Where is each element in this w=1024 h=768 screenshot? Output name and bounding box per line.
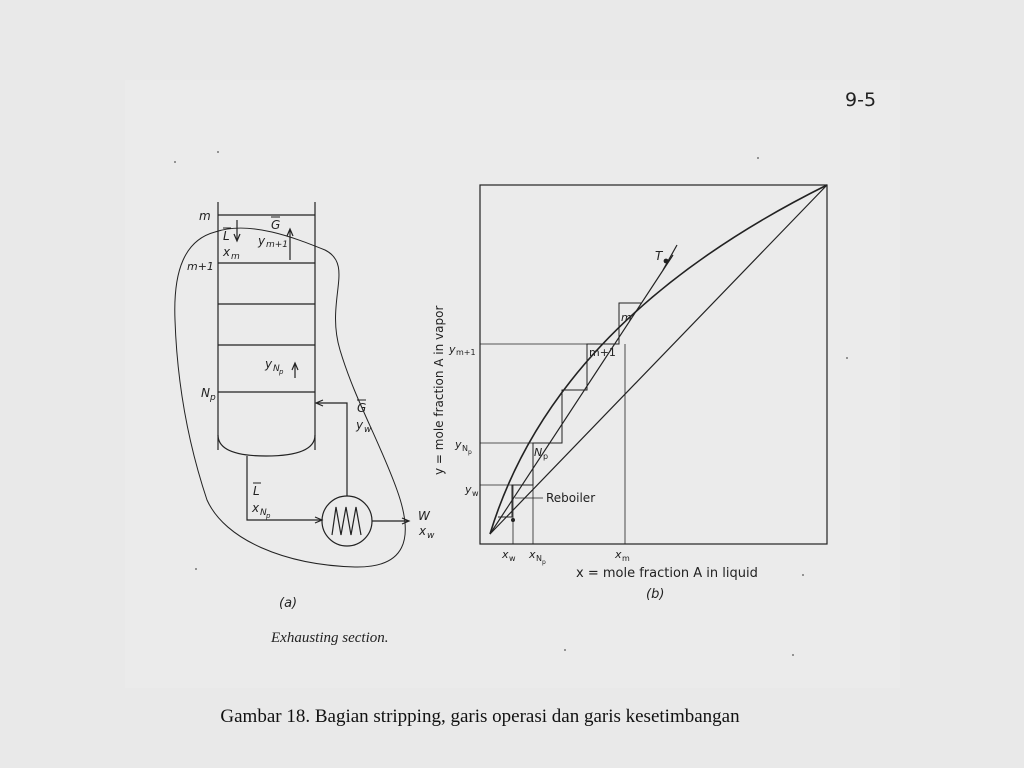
point-T [664, 259, 669, 264]
axis-x-Np-subsub: p [542, 559, 546, 566]
label-L-bar-bottom: L [253, 484, 260, 498]
label-x-Np: x [252, 501, 260, 515]
label-y-w-sub: w [364, 425, 372, 435]
label-x-Np-sub: N [260, 508, 267, 518]
label-W: W [418, 509, 430, 523]
figure-svg [125, 80, 900, 688]
label-T: T [655, 249, 663, 263]
label-x-w-sub: w [427, 531, 435, 541]
x-axis-label: x = mole fraction A in liquid [576, 566, 758, 581]
axis-y-m1-sub: m+1 [456, 348, 476, 357]
operating-line-extension [663, 245, 677, 270]
label-m-plus-1: m+1 [187, 260, 214, 273]
label-x-w: x [419, 524, 427, 538]
axis-x-Np-sub: N [536, 554, 542, 563]
label-m: m [199, 209, 211, 223]
axis-x-m-sub: m [622, 554, 630, 563]
figure-caption: Gambar 18. Bagian stripping, garis operasi dan garis kesetimbangan [220, 706, 740, 727]
label-y-Np-subsub: p [279, 368, 284, 376]
y-axis-label: y = mole fraction A in vapor [432, 305, 446, 475]
stage-label-m-plus-1: m+1 [589, 346, 616, 359]
reboiler-label: Reboiler [546, 491, 596, 505]
axis-x-w: x [502, 548, 509, 561]
axis-x-m: x [615, 548, 622, 561]
label-y-m1: y [258, 234, 266, 248]
stage-label-m: m [621, 311, 632, 324]
axis-y-Np: y [455, 438, 462, 451]
panel-a-label: (a) [279, 596, 298, 611]
label-y-w: y [356, 418, 364, 432]
axis-y-w-sub: w [472, 489, 479, 498]
exhausting-section-caption: Exhausting section. [271, 630, 389, 646]
axis-x-w-sub: w [509, 554, 516, 563]
point-xw [511, 518, 515, 522]
label-Np: N [201, 386, 210, 400]
label-G-bar: G [271, 218, 281, 232]
mccabe-thiele-plot [480, 185, 827, 544]
label-x-Np-subsub: p [266, 512, 271, 520]
label-Np-sub: p [210, 393, 216, 403]
page-number: 9-5 [845, 89, 877, 111]
label-L-bar: L [223, 229, 230, 243]
axis-x-Np: x [529, 548, 536, 561]
stage-label-Np: N [534, 446, 543, 459]
scanned-figure [125, 80, 900, 688]
panel-b-label: (b) [646, 587, 665, 602]
reboiler-symbol [322, 496, 372, 546]
label-y-Np-sub: N [273, 364, 280, 374]
vapor-return-line [317, 403, 347, 496]
label-y-m1-sub: m+1 [266, 240, 289, 250]
label-y-Np: y [265, 357, 273, 371]
diagonal-line [490, 185, 827, 534]
axis-y-Np-sub: N [462, 444, 468, 453]
axis-y-w: y [465, 483, 472, 496]
column-diagram [175, 202, 409, 567]
reboiler-coil [332, 507, 361, 535]
label-x-m: x [223, 245, 231, 259]
label-G-bar-bottom: G [357, 401, 367, 415]
column-bottom-head [218, 435, 315, 456]
axis-y-Np-subsub: p [468, 449, 472, 456]
label-x-m-sub: m [231, 252, 240, 262]
stage-label-Np-sub: p [543, 452, 549, 461]
axis-y-m1: y [449, 343, 456, 356]
